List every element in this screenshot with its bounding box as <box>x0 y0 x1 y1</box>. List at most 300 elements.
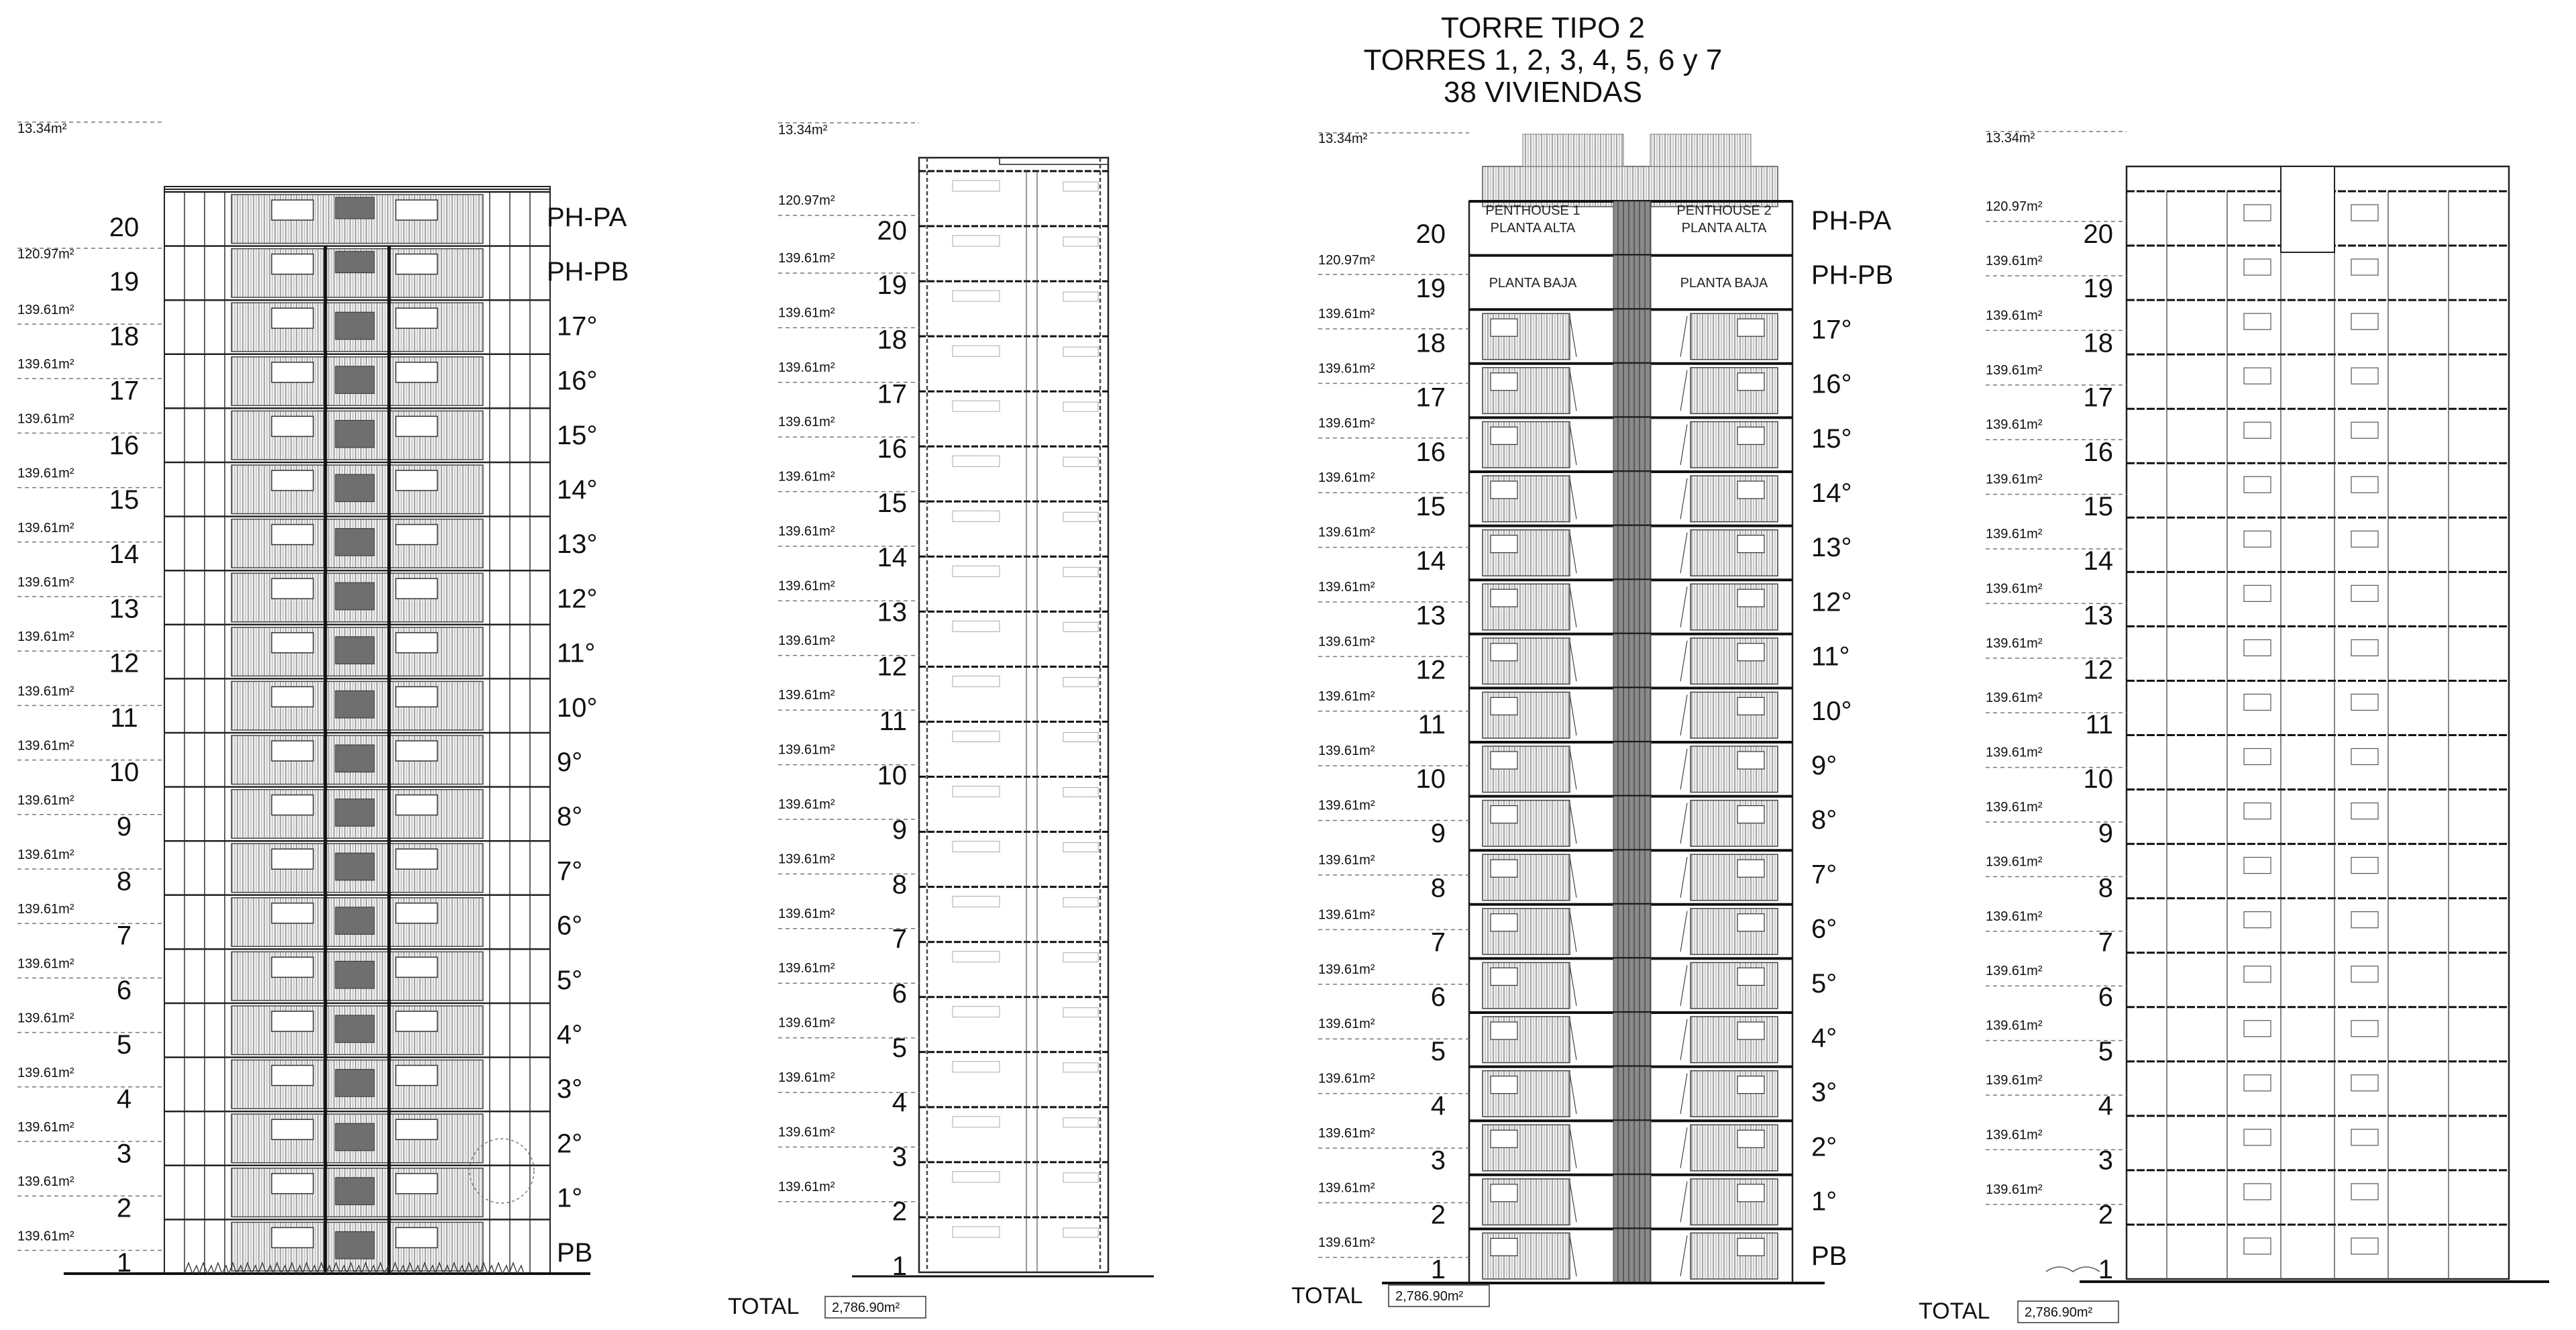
core-cladding <box>1613 905 1651 959</box>
penthouse-area-label: 120.97m² <box>17 247 74 262</box>
floor-number: 8 <box>892 870 907 900</box>
floor-number: 12 <box>1415 655 1446 685</box>
core-cladding <box>1613 417 1651 472</box>
roof-area-label: 13.34m² <box>1986 131 2035 146</box>
window <box>2244 422 2271 438</box>
typical-area-label: 139.61m² <box>1986 527 2043 542</box>
window <box>272 903 313 923</box>
window <box>1737 1238 1764 1256</box>
floor-number: 14 <box>109 540 140 570</box>
typical-area-label: 139.61m² <box>1318 1126 1375 1141</box>
window <box>1737 1076 1764 1094</box>
typical-area-label: 139.61m² <box>1318 470 1375 486</box>
core-cladding <box>1613 742 1651 797</box>
level-label: 10° <box>1811 696 1852 726</box>
window <box>2351 531 2378 547</box>
landscape-icon <box>2046 1267 2100 1272</box>
floor-number: 10 <box>2083 764 2113 794</box>
window <box>2351 585 2378 601</box>
window <box>1491 589 1517 607</box>
balcony-void <box>335 1123 374 1151</box>
window <box>2351 422 2378 438</box>
title-units: 38 VIVIENDAS <box>1444 76 1642 109</box>
level-label: 8° <box>557 802 583 832</box>
window <box>1737 697 1764 715</box>
typical-area-label: 139.61m² <box>17 1011 74 1026</box>
window <box>2244 476 2271 493</box>
typical-area-label: 139.61m² <box>17 956 74 972</box>
window <box>272 849 313 869</box>
typical-area-label: 139.61m² <box>1318 1180 1375 1196</box>
roof-area-label: 13.34m² <box>1318 132 1368 146</box>
balcony-void <box>335 529 374 556</box>
window <box>272 795 313 815</box>
planta-alta-label: PLANTA ALTA <box>1490 221 1576 236</box>
window <box>1737 373 1764 391</box>
floor-number: 20 <box>1415 219 1446 249</box>
core-cladding <box>1613 256 1651 310</box>
furniture <box>1063 1063 1098 1072</box>
floor-number: 19 <box>1415 274 1446 304</box>
level-label: 11° <box>557 638 596 668</box>
window <box>2351 694 2378 710</box>
furniture <box>1063 292 1098 301</box>
core-cladding <box>1613 1229 1651 1283</box>
typical-area-label: 139.61m² <box>1986 472 2043 487</box>
section-outline <box>919 158 1108 1272</box>
window <box>272 200 313 220</box>
furniture <box>953 401 1000 411</box>
floor-number: 8 <box>116 866 132 897</box>
level-label: 11° <box>1811 642 1850 672</box>
typical-area-label: 139.61m² <box>17 357 74 372</box>
typical-area-label: 139.61m² <box>1986 690 2043 706</box>
window <box>1491 373 1517 391</box>
balcony-void <box>335 690 374 718</box>
window <box>396 578 437 599</box>
floor-number: 7 <box>116 921 132 951</box>
typical-area-label: 139.61m² <box>17 629 74 645</box>
typical-area-label: 139.61m² <box>1318 688 1375 704</box>
window <box>2244 1021 2271 1037</box>
window <box>2244 640 2271 656</box>
window <box>2244 585 2271 601</box>
floor-number: 3 <box>1430 1145 1446 1176</box>
typical-area-label: 139.61m² <box>778 906 835 921</box>
furniture <box>1063 733 1098 742</box>
window <box>272 1227 313 1247</box>
total-label: TOTAL <box>728 1294 800 1319</box>
floor-number: 1 <box>116 1247 132 1278</box>
furniture <box>953 236 1000 246</box>
level-label: 2° <box>1811 1132 1837 1162</box>
section-outline <box>2127 166 2509 1279</box>
level-label: 13° <box>557 529 598 560</box>
typical-area-label: 139.61m² <box>1318 907 1375 923</box>
floor-number: 12 <box>109 648 140 678</box>
window <box>2244 858 2271 874</box>
elevation-left-view <box>17 121 629 1278</box>
window <box>396 470 437 491</box>
balcony-void <box>335 474 374 502</box>
floor-number: 15 <box>2083 492 2113 521</box>
typical-area-label: 139.61m² <box>778 469 835 484</box>
floor-number: 18 <box>1415 328 1446 358</box>
window <box>2351 912 2378 928</box>
typical-area-label: 139.61m² <box>17 1174 74 1190</box>
floor-number: 11 <box>1417 709 1446 739</box>
level-label: 13° <box>1811 533 1852 563</box>
typical-area-label: 139.61m² <box>778 1125 835 1140</box>
floor-number: 13 <box>2083 601 2113 631</box>
furniture <box>953 291 1000 301</box>
level-label: 14° <box>557 475 598 505</box>
level-label: 4° <box>557 1020 583 1050</box>
balcony-void <box>335 197 374 219</box>
floor-number: 17 <box>1415 382 1446 413</box>
floor-number: 5 <box>892 1033 907 1063</box>
level-label: 15° <box>557 420 598 450</box>
window <box>272 1174 313 1194</box>
balcony-void <box>335 420 374 448</box>
window <box>396 362 437 382</box>
typical-area-label: 139.61m² <box>17 411 74 427</box>
level-label: 7° <box>1811 860 1837 890</box>
floor-number: 11 <box>110 703 138 733</box>
typical-area-label: 139.61m² <box>1986 1018 2043 1033</box>
level-label: 12° <box>557 584 598 614</box>
typical-area-label: 139.61m² <box>1986 254 2043 268</box>
window <box>1737 806 1764 823</box>
furniture <box>1063 1118 1098 1127</box>
roof-area-label: 13.34m² <box>17 121 67 136</box>
window <box>2244 531 2271 547</box>
penthouse-area-label: 120.97m² <box>1986 199 2043 214</box>
window <box>396 1066 437 1086</box>
typical-area-label: 139.61m² <box>778 305 835 321</box>
typical-area-label: 139.61m² <box>17 1120 74 1135</box>
window <box>272 1011 313 1031</box>
floor-number: 3 <box>116 1139 132 1169</box>
window <box>2244 912 2271 928</box>
floor-number: 2 <box>1430 1200 1446 1230</box>
typical-area-label: 139.61m² <box>1986 854 2043 870</box>
floor-number: 19 <box>109 267 140 297</box>
floor-number: 17 <box>877 379 907 409</box>
floor-number: 6 <box>116 975 132 1005</box>
level-label: 2° <box>557 1129 583 1159</box>
window <box>2244 1184 2271 1200</box>
floor-number: 16 <box>2083 437 2113 467</box>
window <box>2351 476 2378 493</box>
floor-number: 12 <box>2083 655 2113 685</box>
furniture <box>953 1227 1000 1237</box>
floor-number: 19 <box>2083 274 2113 304</box>
shrub-icon <box>199 1263 214 1274</box>
balcony-void <box>335 1178 374 1205</box>
level-label: 15° <box>1811 423 1852 454</box>
typical-area-label: 139.61m² <box>1318 307 1375 321</box>
floor-number: 8 <box>2098 873 2113 903</box>
balcony-void <box>335 312 374 340</box>
window <box>1737 1130 1764 1147</box>
typical-area-label: 139.61m² <box>778 1179 835 1194</box>
floor-number: 5 <box>1430 1037 1446 1066</box>
total-label: TOTAL <box>1919 1298 1990 1324</box>
title-towers: TORRES 1, 2, 3, 4, 5, 6 y 7 <box>1363 44 1723 76</box>
window <box>272 741 313 761</box>
window <box>396 903 437 923</box>
window <box>2351 966 2378 982</box>
furniture <box>953 952 1000 962</box>
window <box>396 416 437 436</box>
floor-number: 8 <box>1430 873 1446 903</box>
furniture <box>953 1062 1000 1072</box>
typical-area-label: 139.61m² <box>1986 1127 2043 1143</box>
window <box>2244 803 2271 819</box>
window <box>396 525 437 545</box>
typical-area-label: 139.61m² <box>1318 744 1375 759</box>
floor-number: 3 <box>892 1142 907 1172</box>
balcony-void <box>335 745 374 772</box>
floor-number: 20 <box>109 213 140 242</box>
window <box>2351 1238 2378 1254</box>
typical-area-label: 139.61m² <box>1986 909 2043 924</box>
typical-area-label: 139.61m² <box>778 1015 835 1031</box>
window <box>1737 427 1764 444</box>
floor-number: 14 <box>877 543 907 573</box>
window <box>2351 259 2378 275</box>
floor-number: 16 <box>1415 437 1446 467</box>
window <box>2244 1075 2271 1091</box>
furniture <box>1063 512 1098 521</box>
level-label: 9° <box>1811 751 1837 780</box>
floor-number: 14 <box>2083 546 2113 576</box>
balcony-void <box>335 252 374 273</box>
section-b-view <box>1919 131 2549 1324</box>
typical-area-label: 139.61m² <box>1986 308 2043 323</box>
window <box>1491 1022 1517 1039</box>
window <box>1491 697 1517 715</box>
window <box>1737 1184 1764 1202</box>
typical-area-label: 139.61m² <box>778 1070 835 1085</box>
floor-number: 17 <box>109 376 140 406</box>
level-label: 17° <box>557 311 598 342</box>
floor-number: 1 <box>1430 1254 1446 1284</box>
core-cladding <box>1613 472 1651 526</box>
typical-area-label: 139.61m² <box>17 684 74 699</box>
furniture <box>953 1172 1000 1182</box>
floor-number: 14 <box>1415 546 1446 576</box>
roof-equipment <box>1650 134 1751 166</box>
floor-number: 3 <box>2098 1145 2113 1176</box>
penthouse-1-label: PENTHOUSE 1 <box>1485 203 1580 218</box>
total-label: TOTAL <box>1291 1283 1363 1309</box>
core-cladding <box>1613 958 1651 1013</box>
level-label: 12° <box>1811 587 1852 617</box>
furniture <box>1063 843 1098 852</box>
typical-area-label: 139.61m² <box>17 1065 74 1080</box>
total-value: 2,786.90m² <box>832 1300 900 1315</box>
furniture <box>953 346 1000 356</box>
furniture <box>1063 898 1098 907</box>
floor-number: 20 <box>877 216 907 246</box>
floor-number: 5 <box>2098 1037 2113 1066</box>
typical-area-label: 139.61m² <box>1986 1182 2043 1197</box>
furniture <box>1063 1173 1098 1182</box>
window <box>396 795 437 815</box>
roof-equipment <box>1523 134 1623 166</box>
typical-area-label: 139.61m² <box>1986 635 2043 651</box>
window <box>272 416 313 436</box>
window <box>272 362 313 382</box>
balcony-void <box>335 853 374 880</box>
floor-number: 18 <box>877 325 907 355</box>
floor-number: 15 <box>109 485 140 515</box>
window <box>2244 1129 2271 1145</box>
balcony-void <box>335 366 374 394</box>
window <box>1737 589 1764 607</box>
typical-area-label: 139.61m² <box>1318 580 1375 595</box>
window <box>1491 1238 1517 1256</box>
level-label: 7° <box>557 856 583 886</box>
floor-number: 11 <box>879 706 907 736</box>
window <box>1737 968 1764 985</box>
floor-number: 6 <box>892 978 907 1009</box>
floor-number: 4 <box>116 1084 132 1115</box>
typical-area-label: 139.61m² <box>1986 745 2043 760</box>
level-label: 8° <box>1811 805 1837 835</box>
total-value: 2,786.90m² <box>1395 1289 1464 1304</box>
level-label: 1° <box>557 1183 583 1213</box>
core-cladding <box>1613 688 1651 742</box>
typical-area-label: 139.61m² <box>1986 417 2043 433</box>
window <box>396 254 437 274</box>
typical-area-label: 139.61m² <box>1986 581 2043 597</box>
floor-number: 15 <box>877 489 907 518</box>
window <box>396 200 437 220</box>
typical-area-label: 139.61m² <box>1318 853 1375 868</box>
window <box>2351 1075 2378 1091</box>
floor-number: 13 <box>877 597 907 627</box>
floor-number: 7 <box>2098 927 2113 958</box>
window <box>2351 749 2378 765</box>
shrub-icon <box>509 1263 524 1274</box>
level-label: 16° <box>557 366 598 396</box>
level-label: 4° <box>1811 1023 1837 1053</box>
window <box>2244 749 2271 765</box>
floor-number: 10 <box>109 758 140 787</box>
balcony-void <box>335 961 374 988</box>
floor-number: 2 <box>2098 1200 2113 1230</box>
window <box>1491 914 1517 931</box>
furniture <box>953 181 1000 191</box>
floor-number: 2 <box>892 1196 907 1227</box>
window <box>396 686 437 707</box>
furniture <box>1063 237 1098 246</box>
window <box>1491 968 1517 985</box>
furniture <box>1063 788 1098 797</box>
level-label: 5° <box>557 965 583 995</box>
floor-number: 17 <box>2083 382 2113 413</box>
typical-area-label: 139.61m² <box>778 578 835 594</box>
core-cladding <box>1613 309 1651 364</box>
typical-area-label: 139.61m² <box>778 797 835 812</box>
typical-area-label: 139.61m² <box>1986 964 2043 979</box>
floor-number: 10 <box>1415 764 1446 794</box>
floor-number: 18 <box>2083 328 2113 358</box>
window <box>2351 1021 2378 1037</box>
window <box>1737 1022 1764 1039</box>
roof-parapet <box>1000 158 1108 164</box>
level-label: PH-PA <box>1811 206 1892 236</box>
level-label: PH-PB <box>547 257 629 287</box>
window <box>1491 481 1517 499</box>
floor-number: 9 <box>116 812 132 842</box>
window <box>1491 427 1517 444</box>
window <box>272 1119 313 1139</box>
furniture <box>1063 182 1098 191</box>
window <box>2351 313 2378 329</box>
typical-area-label: 139.61m² <box>778 524 835 539</box>
level-label: 6° <box>1811 914 1837 944</box>
window <box>272 633 313 653</box>
typical-area-label: 139.61m² <box>17 303 74 317</box>
window <box>396 308 437 328</box>
typical-area-label: 139.61m² <box>17 902 74 917</box>
core-cladding <box>1613 201 1651 256</box>
window <box>1491 860 1517 877</box>
floor-number: 11 <box>2085 709 2113 739</box>
window <box>2351 368 2378 384</box>
floor-number: 1 <box>892 1251 907 1281</box>
core-cladding <box>1613 580 1651 634</box>
typical-area-label: 139.61m² <box>1318 1235 1375 1250</box>
floor-number: 5 <box>116 1030 132 1060</box>
level-label: 9° <box>557 748 583 777</box>
typical-area-label: 139.61m² <box>17 520 74 535</box>
floor-number: 7 <box>892 924 907 954</box>
floor-number: 20 <box>2083 219 2113 249</box>
typical-area-label: 139.61m² <box>17 792 74 808</box>
window <box>1737 319 1764 336</box>
core-cladding <box>1613 797 1651 851</box>
window <box>272 686 313 707</box>
floor-number: 4 <box>2098 1091 2113 1121</box>
shrub-icon <box>184 1263 199 1274</box>
window <box>1491 644 1517 661</box>
window <box>2244 313 2271 329</box>
window <box>1491 535 1517 553</box>
penthouse-2-label: PENTHOUSE 2 <box>1676 203 1772 218</box>
floor-number: 13 <box>1415 601 1446 631</box>
floor-number: 9 <box>2098 819 2113 849</box>
floor-number: 4 <box>892 1088 907 1118</box>
window <box>396 741 437 761</box>
floor-number: 10 <box>877 761 907 790</box>
floor-number: 7 <box>1430 927 1446 958</box>
window <box>1737 860 1764 877</box>
planta-alta-label: PLANTA ALTA <box>1681 221 1767 236</box>
floor-number: 19 <box>877 270 907 301</box>
level-label: 16° <box>1811 369 1852 399</box>
typical-area-label: 139.61m² <box>1318 361 1375 376</box>
typical-area-label: 139.61m² <box>1318 634 1375 650</box>
window <box>2351 205 2378 221</box>
typical-area-label: 139.61m² <box>778 961 835 976</box>
typical-area-label: 139.61m² <box>1318 1071 1375 1086</box>
typical-area-label: 139.61m² <box>1986 1073 2043 1088</box>
